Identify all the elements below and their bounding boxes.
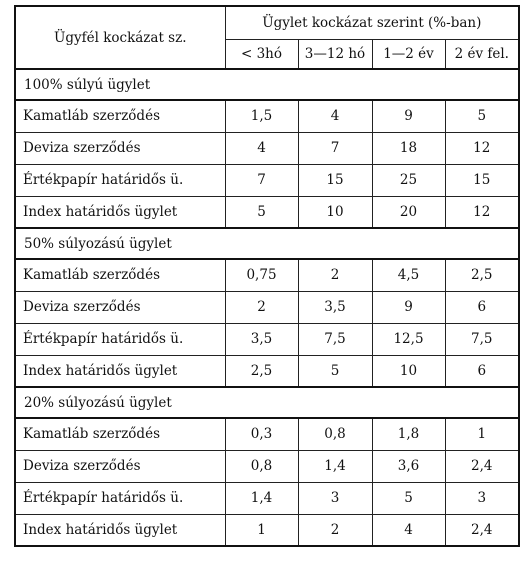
section-header-row bbox=[15, 228, 519, 259]
value-cell: 6 bbox=[445, 291, 519, 323]
value-cell: 20 bbox=[372, 196, 445, 228]
row-label: Kamatláb szerződés bbox=[15, 418, 225, 450]
value-cell: 10 bbox=[298, 196, 372, 228]
value-cell: 3,5 bbox=[298, 291, 372, 323]
value-cell: 5 bbox=[225, 196, 298, 228]
column-header: 2 év fel. bbox=[445, 39, 519, 69]
value-cell: 1,8 bbox=[372, 418, 445, 450]
row-label: Index határidős ügylet bbox=[15, 196, 225, 228]
value-cell: 5 bbox=[298, 355, 372, 387]
table-row bbox=[15, 196, 519, 228]
table-row bbox=[15, 418, 519, 450]
value-cell: 7 bbox=[298, 132, 372, 164]
value-cell: 4 bbox=[225, 132, 298, 164]
value-cell: 2 bbox=[298, 514, 372, 546]
value-cell: 5 bbox=[372, 482, 445, 514]
value-cell: 2,5 bbox=[445, 259, 519, 291]
value-cell: 6 bbox=[445, 355, 519, 387]
value-cell: 12 bbox=[445, 196, 519, 228]
value-cell: 4 bbox=[298, 100, 372, 132]
section-header-row bbox=[15, 69, 519, 100]
value-cell: 15 bbox=[298, 164, 372, 196]
column-header: 1—2 év bbox=[372, 39, 445, 69]
value-cell: 1 bbox=[225, 514, 298, 546]
row-header-cell: Ügyfél kockázat sz. bbox=[15, 6, 225, 69]
value-cell: 25 bbox=[372, 164, 445, 196]
value-cell: 4 bbox=[372, 514, 445, 546]
row-label: Kamatláb szerződés bbox=[15, 100, 225, 132]
value-cell: 0,8 bbox=[298, 418, 372, 450]
table-row bbox=[15, 450, 519, 482]
table-row bbox=[15, 355, 519, 387]
value-cell: 9 bbox=[372, 100, 445, 132]
value-cell: 2,5 bbox=[225, 355, 298, 387]
value-cell: 3 bbox=[298, 482, 372, 514]
value-cell: 2,4 bbox=[445, 514, 519, 546]
group-header-cell: Ügylet kockázat szerint (%-ban) bbox=[225, 6, 519, 39]
row-label: Deviza szerződés bbox=[15, 450, 225, 482]
row-label: Deviza szerződés bbox=[15, 291, 225, 323]
table-row bbox=[15, 164, 519, 196]
value-cell: 2,4 bbox=[445, 450, 519, 482]
section-header-row bbox=[15, 387, 519, 418]
value-cell: 12 bbox=[445, 132, 519, 164]
value-cell: 0,8 bbox=[225, 450, 298, 482]
row-label: Index határidős ügylet bbox=[15, 514, 225, 546]
section-title: 100% súlyú ügylet bbox=[15, 69, 519, 100]
risk-weight-table bbox=[14, 5, 520, 547]
table-row bbox=[15, 514, 519, 546]
row-label: Index határidős ügylet bbox=[15, 355, 225, 387]
value-cell: 0,75 bbox=[225, 259, 298, 291]
table-row bbox=[15, 100, 519, 132]
value-cell: 9 bbox=[372, 291, 445, 323]
column-header: 3—12 hó bbox=[298, 39, 372, 69]
table-row bbox=[15, 323, 519, 355]
value-cell: 1,4 bbox=[225, 482, 298, 514]
value-cell: 12,5 bbox=[372, 323, 445, 355]
value-cell: 15 bbox=[445, 164, 519, 196]
table-row bbox=[15, 291, 519, 323]
value-cell: 2 bbox=[298, 259, 372, 291]
row-label: Kamatláb szerződés bbox=[15, 259, 225, 291]
value-cell: 0,3 bbox=[225, 418, 298, 450]
row-label: Értékpapír határidős ü. bbox=[15, 482, 225, 514]
value-cell: 1 bbox=[445, 418, 519, 450]
value-cell: 3 bbox=[445, 482, 519, 514]
section-title: 50% súlyozású ügylet bbox=[15, 228, 519, 259]
value-cell: 10 bbox=[372, 355, 445, 387]
column-header: < 3hó bbox=[225, 39, 298, 69]
value-cell: 1,5 bbox=[225, 100, 298, 132]
value-cell: 7 bbox=[225, 164, 298, 196]
value-cell: 1,4 bbox=[298, 450, 372, 482]
value-cell: 3,6 bbox=[372, 450, 445, 482]
row-label: Értékpapír határidős ü. bbox=[15, 323, 225, 355]
value-cell: 2 bbox=[225, 291, 298, 323]
value-cell: 4,5 bbox=[372, 259, 445, 291]
value-cell: 3,5 bbox=[225, 323, 298, 355]
table-row bbox=[15, 482, 519, 514]
value-cell: 7,5 bbox=[298, 323, 372, 355]
row-label: Értékpapír határidős ü. bbox=[15, 164, 225, 196]
section-title: 20% súlyozású ügylet bbox=[15, 387, 519, 418]
value-cell: 7,5 bbox=[445, 323, 519, 355]
value-cell: 5 bbox=[445, 100, 519, 132]
table-row bbox=[15, 132, 519, 164]
value-cell: 18 bbox=[372, 132, 445, 164]
table-row bbox=[15, 259, 519, 291]
row-label: Deviza szerződés bbox=[15, 132, 225, 164]
table-body bbox=[15, 69, 519, 546]
